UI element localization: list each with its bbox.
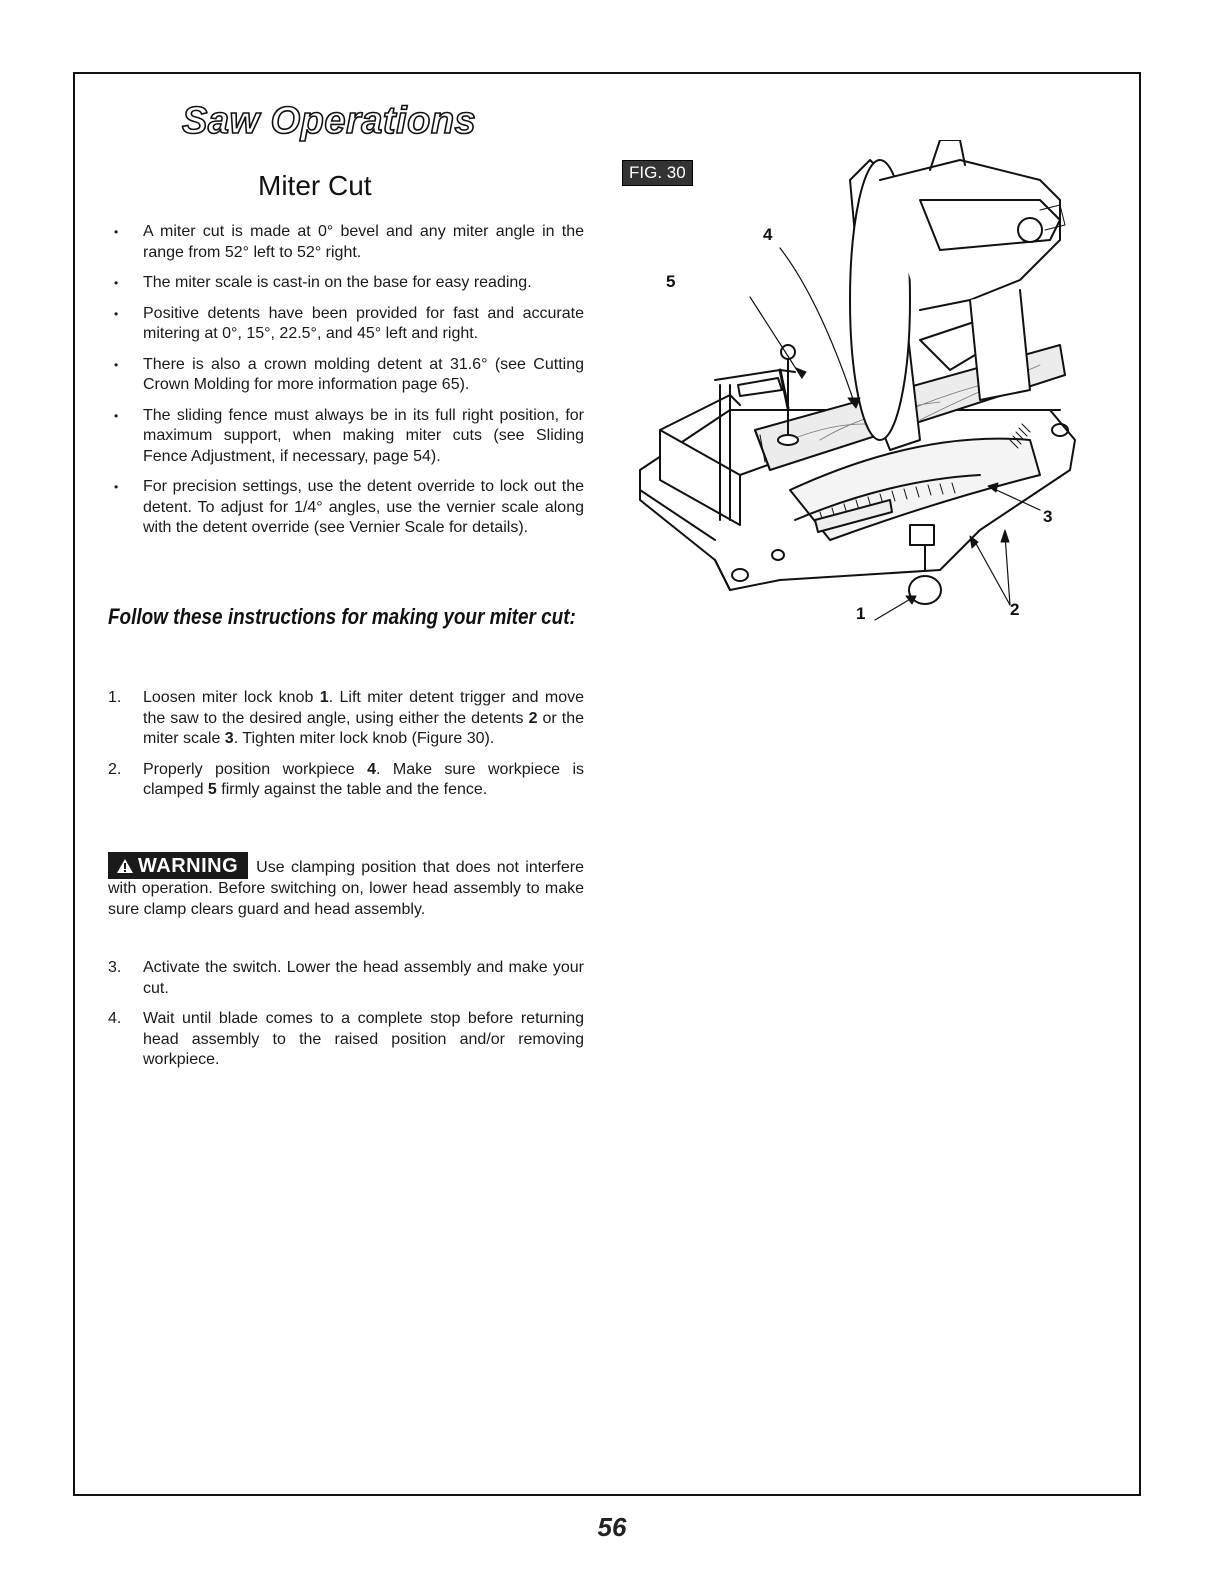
step-text: Loosen miter lock knob (143, 689, 320, 706)
instructions-heading: Follow these instructions for making your miter cut: (108, 604, 576, 629)
warning-text: Use clamping position that does not interfere with operation. Before switching on, lower head assembly to make sure clamp clears guard and head assembly. (108, 859, 584, 918)
bullet-item: • There is also a crown molding detent at 31.6° (see Cutting Crown Molding for more information page 65). (108, 355, 584, 396)
step-item (108, 688, 584, 750)
warning-label: WARNING (138, 855, 239, 877)
callout-3: 3 (1043, 507, 1053, 526)
section-title: Saw Operations (182, 100, 477, 142)
page-number: 56 (597, 1512, 627, 1542)
figure-label: FIG. 30 (622, 160, 693, 186)
callout-ref: 5 (207, 781, 217, 798)
bullet-item: • The miter scale is cast-in on the base for easy reading. (108, 273, 584, 294)
callout-ref: 3 (224, 730, 234, 747)
steps-list (108, 688, 584, 811)
callout-2: 2 (1010, 600, 1020, 619)
step-text: Properly position workpiece (143, 760, 368, 778)
callout-ref: 2 (528, 709, 538, 727)
bullet-item: • For precision settings, use the detent override to lock out the detent. To adjust for 1/4° angles, use the vernier scale along with the detent override (see Vernier Scale for details). (108, 477, 584, 539)
bullet-item: • The sliding fence must always be in its full right position, for maximum support, when making miter cuts (see Sliding Fence Adjustment, if necessary, page 54). (108, 406, 584, 468)
step-number: 2. (108, 760, 122, 778)
callout-5: 5 (666, 272, 676, 291)
step-text: firmly against the table and the fence. (216, 781, 488, 798)
step-text: . Tighten miter lock knob (Figure 30). (233, 730, 495, 747)
step-number: 3. (108, 959, 122, 976)
subsection-title: Miter Cut (258, 170, 372, 201)
warning-triangle-icon (116, 858, 134, 874)
step-number: 4. (108, 1010, 122, 1027)
steps-list-continued (108, 958, 584, 1081)
callout-1: 1 (856, 604, 866, 623)
callout-4: 4 (763, 225, 773, 244)
step-item (108, 1009, 584, 1071)
warning-block (108, 852, 584, 920)
step-text: . Lift miter detent trigger and move the saw to the desired angle, using either the detents (143, 689, 585, 727)
bullet-list (108, 222, 584, 549)
step-text: . Make sure workpiece is clamped (143, 760, 585, 798)
bullet-item: • Positive detents have been provided for fast and accurate mitering at 0°, 15°, 22.5°, and 45° left and right. (108, 304, 584, 345)
step-text: Activate the switch. Lower the head assembly and make your cut. (143, 959, 584, 997)
step-item (108, 760, 584, 801)
warning-badge (108, 852, 248, 879)
callout-ref: 4 (367, 760, 376, 778)
step-text: Wait until blade comes to a complete stop before returning head assembly to the raised position and/or removing workpiece. (143, 1010, 584, 1068)
step-text: or the miter scale (143, 709, 584, 747)
step-item (108, 958, 584, 999)
step-number: 1. (108, 689, 122, 706)
callout-ref: 1 (319, 689, 329, 706)
miter-saw-illustration (620, 140, 1090, 640)
bullet-item: • A miter cut is made at 0° bevel and any miter angle in the range from 52° left to 52° right. (108, 222, 584, 263)
